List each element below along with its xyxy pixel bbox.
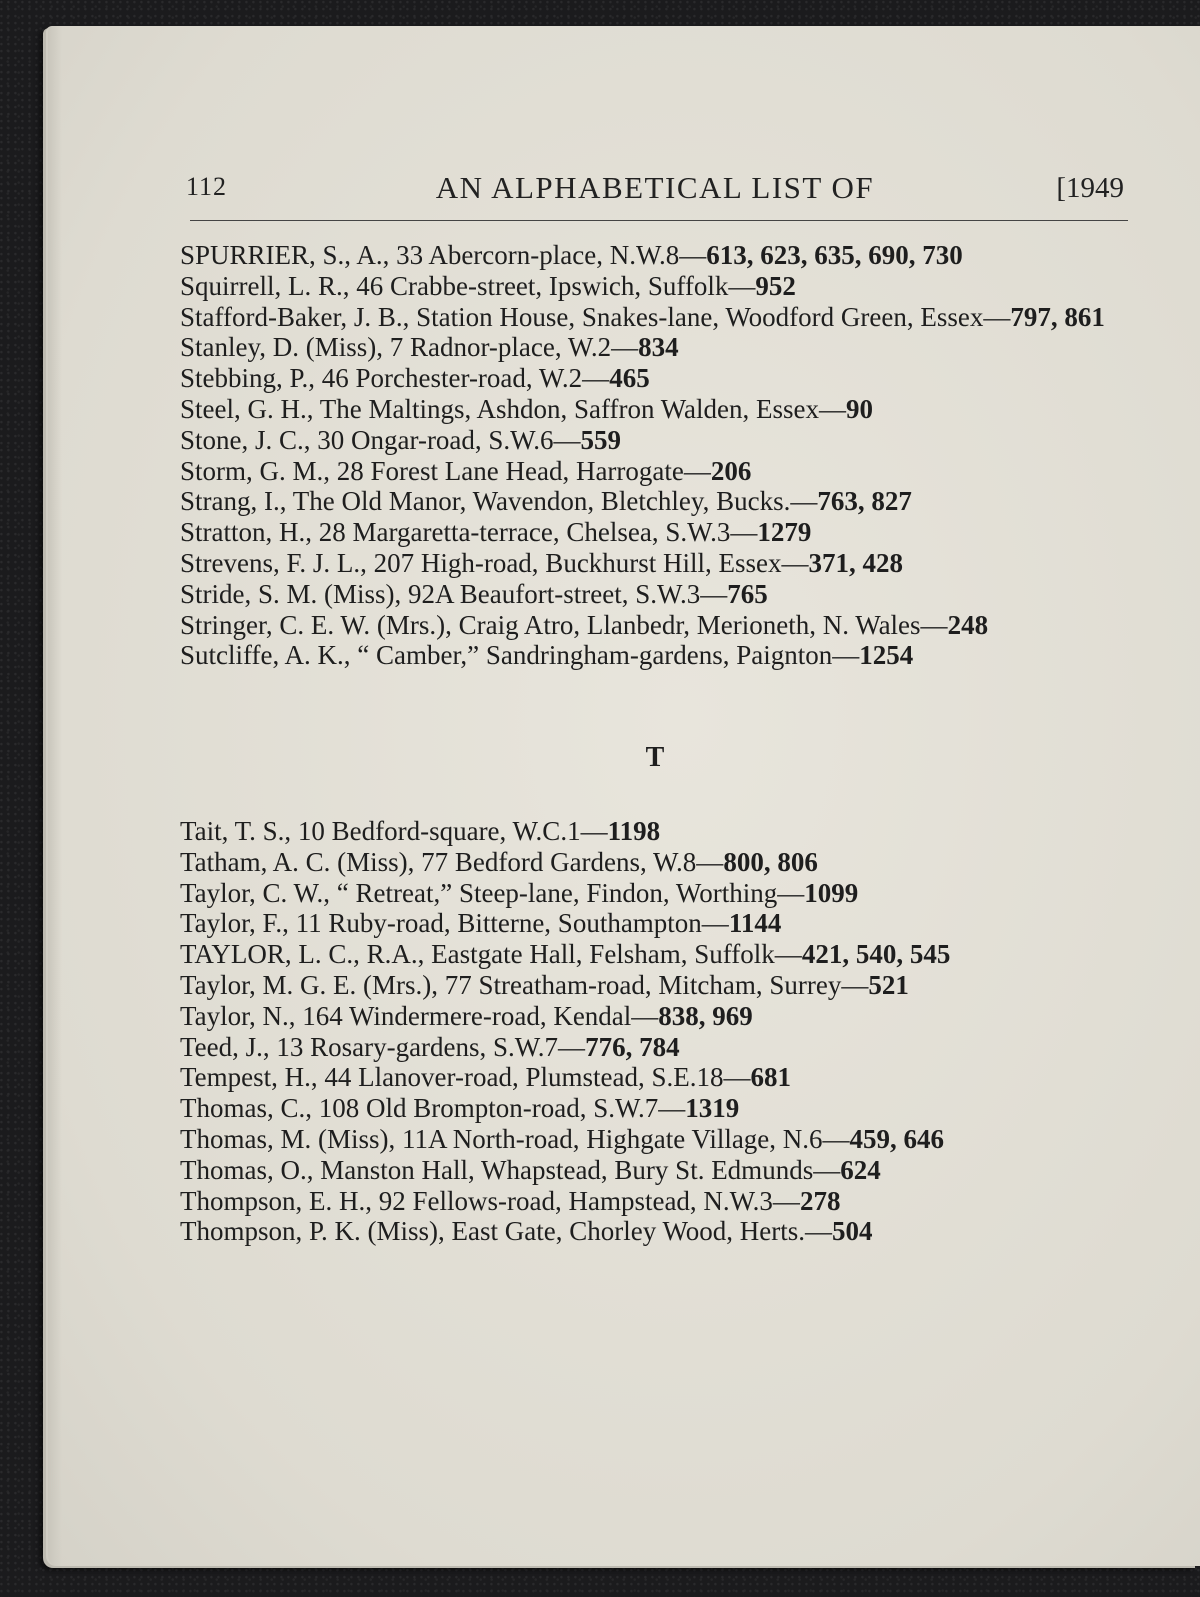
entry-text: Thomas, C., 108 Old Brompton-road, S.W.7— xyxy=(180,1093,686,1124)
entry-text: Stafford-Baker, J. B., Station House, Snakes-lane, Woodford Green, Essex— xyxy=(180,301,1011,332)
list-item xyxy=(180,1001,1130,1032)
entry-text: Tait, T. S., 10 Bedford-square, W.C.1— xyxy=(180,815,608,846)
entry-numbers: 624 xyxy=(840,1154,881,1185)
entry-text: Tempest, H., 44 Llanover-road, Plumstead, S.E.18— xyxy=(180,1062,751,1093)
header-rule xyxy=(190,220,1128,221)
list-item xyxy=(180,1155,1130,1186)
entry-numbers: 797, 861 xyxy=(1010,301,1105,332)
list-item xyxy=(180,878,1130,909)
list-item xyxy=(180,1186,1130,1217)
entry-text: Thompson, P. K. (Miss), East Gate, Chorley Wood, Herts.— xyxy=(180,1216,833,1247)
directory-list xyxy=(180,240,1130,1247)
list-item xyxy=(180,908,1130,939)
entry-text: Strang, I., The Old Manor, Wavendon, Bletchley, Bucks.— xyxy=(180,486,818,517)
list-item xyxy=(180,1093,1130,1124)
list-item xyxy=(180,517,1130,548)
entry-text: Taylor, M. G. E. (Mrs.), 77 Streatham-road, Mitcham, Surrey— xyxy=(180,969,869,1000)
list-item xyxy=(180,1124,1130,1155)
entry-text: Tatham, A. C. (Miss), 77 Bedford Gardens, W.8— xyxy=(180,846,724,877)
entry-numbers: 834 xyxy=(638,332,679,363)
entry-text: Taylor, F., 11 Ruby-road, Bitterne, Southampton— xyxy=(180,908,729,939)
list-item xyxy=(180,970,1130,1001)
entry-numbers: 504 xyxy=(832,1216,873,1247)
entry-numbers: 521 xyxy=(868,969,909,1000)
entry-text: Thomas, O., Manston Hall, Whapstead, Bury St. Edmunds— xyxy=(180,1154,841,1185)
list-item xyxy=(180,579,1130,610)
entry-numbers: 206 xyxy=(710,455,752,486)
list-item xyxy=(180,394,1130,425)
book-page xyxy=(48,26,1200,1566)
entry-numbers: 800, 806 xyxy=(723,846,818,877)
list-item xyxy=(180,486,1130,517)
entry-text: TAYLOR, L. C., R.A., Eastgate Hall, Felsham, Suffolk— xyxy=(180,939,802,970)
entry-numbers: 681 xyxy=(750,1062,791,1093)
entry-text: Stringer, C. E. W. (Mrs.), Craig Atro, Llanbedr, Merioneth, N. Wales— xyxy=(180,609,948,640)
list-item xyxy=(180,332,1130,363)
entry-text: SPURRIER, S., A., 33 Abercorn-place, N.W.8— xyxy=(180,240,707,270)
year-label: [1949 xyxy=(1056,172,1124,204)
entry-text: Stone, J. C., 30 Ongar-road, S.W.6— xyxy=(180,424,581,455)
entry-text: Strevens, F. J. L., 207 High-road, Buckhurst Hill, Essex— xyxy=(180,547,809,578)
entry-text: Sutcliffe, A. K., “ Camber,” Sandringham-gardens, Paignton— xyxy=(180,640,860,671)
entry-text: Thompson, E. H., 92 Fellows-road, Hampstead, N.W.3— xyxy=(180,1185,800,1216)
entry-numbers: 776, 784 xyxy=(585,1031,680,1062)
list-item xyxy=(180,1216,1130,1247)
list-item xyxy=(180,548,1130,579)
entry-text: Stride, S. M. (Miss), 92A Beaufort-street, S.W.3— xyxy=(180,578,728,609)
entry-numbers: 278 xyxy=(799,1185,841,1216)
entry-numbers: 459, 646 xyxy=(849,1123,945,1154)
section-letter: T xyxy=(645,742,665,774)
entry-numbers: 765 xyxy=(727,578,768,609)
list-item xyxy=(180,363,1130,394)
entry-numbers: 421, 540, 545 xyxy=(801,939,951,970)
entry-text: Teed, J., 13 Rosary-gardens, S.W.7— xyxy=(180,1031,586,1062)
entry-numbers: 763, 827 xyxy=(817,486,912,517)
page-title: AN ALPHABETICAL LIST OF xyxy=(435,170,875,205)
list-item xyxy=(180,456,1130,487)
entry-numbers: 465 xyxy=(609,363,650,394)
entry-text: Stanley, D. (Miss), 7 Radnor-place, W.2— xyxy=(180,332,639,363)
list-item xyxy=(180,240,1130,271)
entry-text: Taylor, N., 164 Windermere-road, Kendal— xyxy=(180,1000,659,1031)
entry-text: Stratton, H., 28 Margaretta-terrace, Chelsea, S.W.3— xyxy=(180,517,758,548)
entry-numbers: 1254 xyxy=(859,640,914,671)
list-item xyxy=(180,425,1130,456)
entry-numbers: 1279 xyxy=(757,517,812,548)
list-item xyxy=(180,610,1130,641)
list-item xyxy=(180,271,1130,302)
entry-numbers: 613, 623, 635, 690, 730 xyxy=(706,240,963,270)
entry-numbers: 1144 xyxy=(728,908,782,939)
entry-text: Taylor, C. W., “ Retreat,” Steep-lane, Findon, Worthing— xyxy=(180,877,805,908)
list-item xyxy=(180,939,1130,970)
page-number: 112 xyxy=(186,172,228,201)
entry-numbers: 559 xyxy=(580,424,621,455)
entry-numbers: 248 xyxy=(947,609,989,640)
list-item xyxy=(180,1032,1130,1063)
entry-numbers: 1099 xyxy=(804,877,859,908)
list-item xyxy=(180,816,1130,847)
list-item xyxy=(180,302,1130,333)
entries-t xyxy=(180,816,1130,1247)
entry-text: Stebbing, P., 46 Porchester-road, W.2— xyxy=(180,363,610,394)
entry-text: Steel, G. H., The Maltings, Ashdon, Saffron Walden, Essex— xyxy=(180,393,847,424)
entry-numbers: 1198 xyxy=(607,815,661,846)
entries-s xyxy=(180,240,1130,671)
list-item xyxy=(180,847,1130,878)
list-item xyxy=(180,640,1130,671)
entry-text: Storm, G. M., 28 Forest Lane Head, Harrogate— xyxy=(180,455,711,486)
entry-numbers: 371, 428 xyxy=(808,547,904,578)
entry-text: Squirrell, L. R., 46 Crabbe-street, Ipswich, Suffolk— xyxy=(180,270,756,301)
entry-numbers: 838, 969 xyxy=(658,1000,753,1031)
entry-numbers: 952 xyxy=(755,270,796,301)
entry-numbers: 90 xyxy=(846,393,874,424)
entry-numbers: 1319 xyxy=(685,1093,740,1124)
entry-text: Thomas, M. (Miss), 11A North-road, Highgate Village, N.6— xyxy=(180,1123,850,1154)
running-header xyxy=(186,166,1124,216)
list-item xyxy=(180,1062,1130,1093)
